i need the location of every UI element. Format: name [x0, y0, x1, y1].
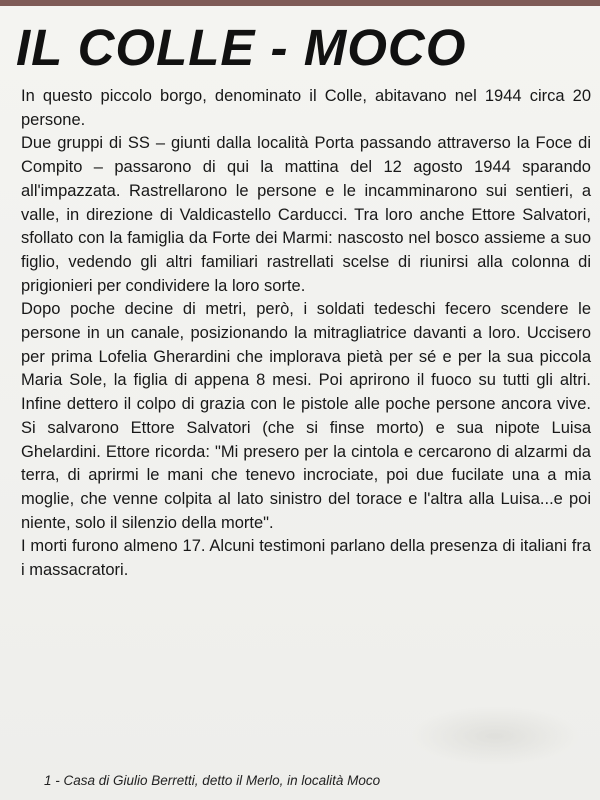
- sign-title: IL COLLE - MOCO: [16, 19, 467, 76]
- paragraph-massacre: Dopo poche decine di metri, però, i soldati tedeschi fecero scendere le persone in un canale, posizionando la mitragliatrice davanti a loro. Uccisero per prima Lofelia Gherardini che implorava pietà per sé e per la sua piccola Maria Sole, la figlia di appena 8 mesi. Poi aprirono il fuoco su tutti gli altri. Infine dettero il colpo di grazia con le pistole alle poche persone ancora vive. Si salvarono Ettore Salvatori (che si finse morto) e sua nipote Luisa Ghelardini. Ettore ricorda: "Mi presero per la cintola e cercarono di alzarmi da terra, di aprirmi le mani che tenevo incrociate, poi due fucilate una a mia moglie, che venne colpita al lato sinistro del torace e l'altra alla Luisa...e poi niente, solo il silenzio della morte".: [21, 300, 591, 532]
- surface-smudge: [410, 706, 580, 766]
- paragraph-ss-roundup: Due gruppi di SS – giunti dalla località Porta passando attraverso la Foce di Compito – passarono di qui la mattina del 12 agosto 1944 sparando all'impazzata. Rastrellarono le persone e le incamminarono sui sentieri, a valle, in direzione di Valdicastello Carducci. Tra loro anche Ettore Salvatori, sfollato con la famiglia da Forte dei Marmi: nascosto nel bosco assieme a suo figlio, vedendo gli altri familiari rastrellati scelse di riunirsi alla colonna di prigionieri per condividere la loro sorte.: [21, 134, 591, 295]
- paragraph-village: In questo piccolo borgo, denominato il Colle, abitavano nel 1944 circa 20 persone.: [21, 87, 591, 129]
- paragraph-death-toll: I morti furono almeno 17. Alcuni testimoni parlano della presenza di italiani fra i massacratori.: [21, 537, 591, 580]
- photo-caption: 1 - Casa di Giulio Berretti, detto il Merlo, in località Moco: [44, 773, 381, 788]
- sign-body-text: [21, 85, 591, 583]
